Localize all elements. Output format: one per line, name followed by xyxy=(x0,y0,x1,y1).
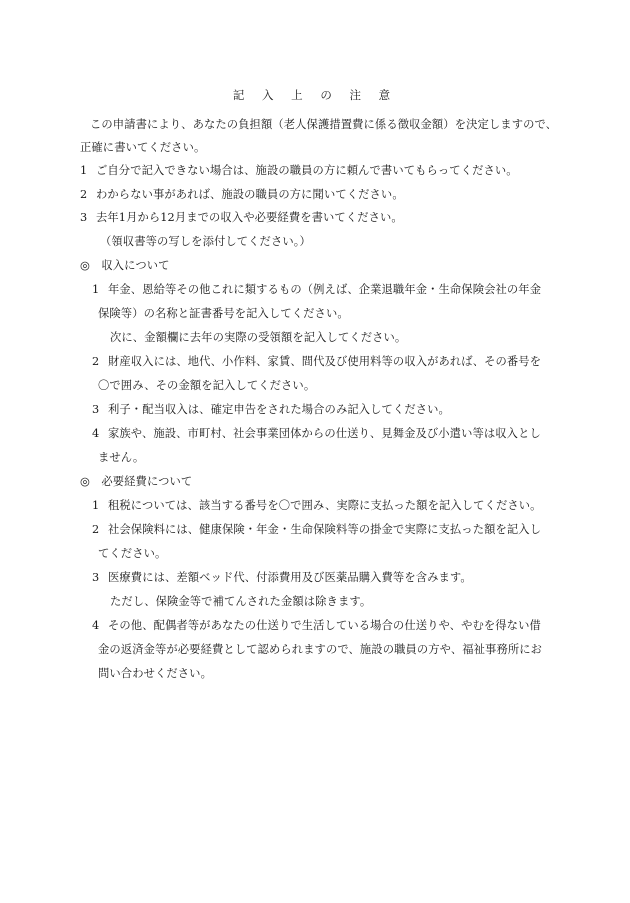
item-number: 4 xyxy=(92,427,100,440)
page-title: 記 入 上 の 注 意 xyxy=(232,88,398,102)
note-text: 去年1月から12月までの収入や必要経費を書いてください。 xyxy=(96,211,403,224)
note-number: 2 xyxy=(80,188,88,201)
item-text: てください。 xyxy=(98,547,167,560)
intro-line: 正確に書いてください。 xyxy=(80,141,206,154)
note-text: わからない事があれば、施設の職員の方に聞いてください。 xyxy=(96,188,404,201)
item-number: 4 xyxy=(92,619,100,632)
intro-line: この申請書により、あなたの負担額（老人保護措置費に係る徴収金額）を決定しますので、 xyxy=(90,118,558,131)
item-text: 保険等）の名称と証書番号を記入してください。 xyxy=(98,307,349,320)
item-text: その他、配偶者等があなたの仕送りで生活している場合の仕送りや、やむを得ない借 xyxy=(108,619,541,632)
item-number: 3 xyxy=(92,403,100,416)
item-text: 社会保険料には、健康保険・年金・生命保険料等の掛金で実際に支払った額を記入し xyxy=(108,523,542,536)
section-heading-expenses: ◎ 必要経費について xyxy=(80,475,193,488)
item-number: 1 xyxy=(92,499,100,512)
item-text: 財産収入には、地代、小作料、家賃、間代及び使用料等の収入があれば、その番号を xyxy=(108,355,542,368)
note-number: 3 xyxy=(80,211,88,224)
item-number: 2 xyxy=(92,355,100,368)
item-subtext: 次に、金額欄に去年の実際の受領額を記入してください。 xyxy=(110,331,407,344)
item-number: 1 xyxy=(92,283,100,296)
item-text: 年金、恩給等その他これに類するもの（例えば、企業退職年金・生命保険会社の年金 xyxy=(108,283,542,296)
item-text: 家族や、施設、市町村、社会事業団体からの仕送り、見舞金及び小遣い等は収入とし xyxy=(108,427,541,440)
item-text: 金の返済金等が必要経費として認められますので、施設の職員の方や、福祉事務所にお xyxy=(98,643,543,656)
note-subtext: （領収書等の写しを添付してください。） xyxy=(100,235,311,248)
item-text: 利子・配当収入は、確定申告をされた場合のみ記入してください。 xyxy=(108,403,450,416)
item-text: 〇で囲み、その金額を記入してください。 xyxy=(98,379,316,392)
section-heading-income: ◎ 収入について xyxy=(80,259,170,272)
item-number: 3 xyxy=(92,571,100,584)
item-text: ません。 xyxy=(98,451,145,464)
item-text: 租税については、該当する番号を〇で囲み、実際に支払った額を記入してください。 xyxy=(108,499,542,512)
item-number: 2 xyxy=(92,523,100,536)
note-text: ご自分で記入できない場合は、施設の職員の方に頼んで書いてもらってください。 xyxy=(96,164,518,177)
note-number: 1 xyxy=(80,164,88,177)
item-subtext: ただし、保険金等で補てんされた金額は除きます。 xyxy=(110,595,372,608)
item-text: 問い合わせください。 xyxy=(98,667,212,680)
item-text: 医療費には、差額ベッド代、付添費用及び医薬品購入費等を含みます。 xyxy=(108,571,472,584)
